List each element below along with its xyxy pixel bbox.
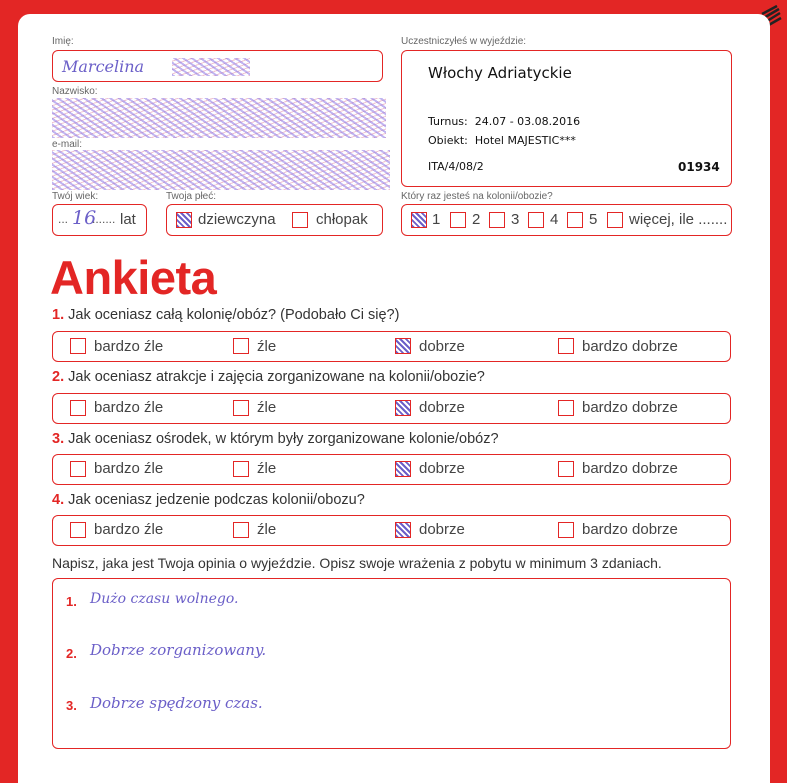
question-2-label: Jak oceniasz atrakcje i zajęcia zorganizowane na kolonii/obozie? — [68, 369, 485, 385]
question-1-text — [52, 307, 399, 323]
question-3-text — [52, 431, 499, 447]
nazwisko-redacted — [52, 98, 386, 138]
q1-option-bardzo-zle: bardzo źle — [94, 338, 164, 355]
q3-checkbox-zle[interactable] — [233, 461, 249, 477]
plec-option-dziewczyna: dziewczyna — [198, 211, 276, 228]
ktory-raz-checkbox-3[interactable] — [489, 212, 505, 228]
trip-turnus: Turnus: 24.07 - 03.08.2016 — [428, 115, 581, 128]
q1-checkbox-dobrze[interactable] — [395, 338, 411, 354]
trip-code: ITA/4/08/2 — [428, 160, 484, 173]
email-label: e-mail: — [52, 139, 83, 150]
q1-checkbox-bardzo-zle[interactable] — [70, 338, 86, 354]
q4-checkbox-zle[interactable] — [233, 522, 249, 538]
q2-option-dobrze: dobrze — [419, 399, 465, 416]
q2-option-zle: źle — [257, 399, 277, 416]
q1-option-zle: źle — [257, 338, 277, 355]
q2-option-bardzo-zle: bardzo źle — [94, 399, 164, 416]
page-title: Ankieta — [50, 251, 217, 304]
ktory-raz-option-5: 5 — [589, 211, 598, 228]
ktory-raz-option-wiecej: więcej, ile ....... — [629, 211, 728, 228]
uczestnictwo-label: Uczestniczyłeś w wyjeździe: — [401, 36, 527, 47]
q1-option-dobrze: dobrze — [419, 338, 465, 355]
q4-option-bardzo-dobrze: bardzo dobrze — [582, 521, 678, 538]
ktory-raz-checkbox-4[interactable] — [528, 212, 544, 228]
ktory-raz-checkbox-2[interactable] — [450, 212, 466, 228]
ktory-raz-label: Który raz jesteś na kolonii/obozie? — [401, 191, 553, 202]
q4-option-bardzo-zle: bardzo źle — [94, 521, 164, 538]
q3-option-bardzo-zle: bardzo źle — [94, 460, 164, 477]
question-1-number: 1. — [52, 307, 65, 323]
question-2-text — [52, 369, 485, 385]
wiek-dots-right: ....... — [92, 212, 116, 226]
q4-option-zle: źle — [257, 521, 277, 538]
q3-option-dobrze: dobrze — [419, 460, 465, 477]
trip-name: Włochy Adriatyckie — [428, 64, 572, 82]
wiek-value: 16 — [72, 207, 97, 229]
question-4-label: Jak oceniasz jedzenie podczas kolonii/obozu? — [68, 492, 365, 508]
q3-option-bardzo-dobrze: bardzo dobrze — [582, 460, 678, 477]
ktory-raz-option-3: 3 — [511, 211, 520, 228]
question-4-text — [52, 492, 365, 508]
q2-checkbox-dobrze[interactable] — [395, 400, 411, 416]
q4-checkbox-dobrze[interactable] — [395, 522, 411, 538]
plec-option-chlopak: chłopak — [316, 211, 368, 228]
q3-checkbox-bardzo-dobrze[interactable] — [558, 461, 574, 477]
q1-checkbox-bardzo-dobrze[interactable] — [558, 338, 574, 354]
ktory-raz-option-2: 2 — [472, 211, 481, 228]
opinion-1-text: Dużo czasu wolnego. — [90, 591, 239, 607]
question-2-number: 2. — [52, 369, 65, 385]
opinion-prompt: Napisz, jaka jest Twoja opinia o wyjeździe. Opisz swoje wrażenia z pobytu w minimum 3 zdaniach. — [52, 555, 662, 571]
nazwisko-label: Nazwisko: — [52, 86, 98, 97]
opinion-2-number: 2. — [66, 646, 77, 661]
plec-label: Twoja płeć: — [166, 191, 217, 202]
question-3-number: 3. — [52, 431, 65, 447]
opinion-3-number: 3. — [66, 698, 77, 713]
q4-option-dobrze: dobrze — [419, 521, 465, 538]
question-3-label: Jak oceniasz ośrodek, w którym były zorganizowane kolonie/obóz? — [68, 431, 499, 447]
opinion-3-text: Dobrze spędzony czas. — [90, 694, 263, 712]
ktory-raz-checkbox-1[interactable] — [411, 212, 427, 228]
trip-number: 01934 — [678, 160, 720, 174]
q4-checkbox-bardzo-zle[interactable] — [70, 522, 86, 538]
ktory-raz-checkbox-5[interactable] — [567, 212, 583, 228]
wiek-unit: lat — [120, 211, 136, 228]
q3-option-zle: źle — [257, 460, 277, 477]
q2-checkbox-bardzo-zle[interactable] — [70, 400, 86, 416]
q4-checkbox-bardzo-dobrze[interactable] — [558, 522, 574, 538]
question-1-label: Jak oceniasz całą kolonię/obóz? (Podobało Ci się?) — [68, 307, 400, 323]
q3-checkbox-bardzo-zle[interactable] — [70, 461, 86, 477]
plec-checkbox-dziewczyna[interactable] — [176, 212, 192, 228]
question-4-number: 4. — [52, 492, 65, 508]
q2-checkbox-zle[interactable] — [233, 400, 249, 416]
ktory-raz-option-4: 4 — [550, 211, 559, 228]
ktory-raz-checkbox-wiecej[interactable] — [607, 212, 623, 228]
trip-obiekt: Obiekt: Hotel MAJESTIC*** — [428, 134, 576, 147]
email-redacted — [52, 150, 390, 190]
q2-checkbox-bardzo-dobrze[interactable] — [558, 400, 574, 416]
opinion-2-text: Dobrze zorganizowany. — [90, 641, 267, 659]
q3-checkbox-dobrze[interactable] — [395, 461, 411, 477]
opinion-1-number: 1. — [66, 594, 77, 609]
q1-option-bardzo-dobrze: bardzo dobrze — [582, 338, 678, 355]
redacted-surname-scribble — [172, 58, 250, 76]
imie-label: Imię: — [52, 36, 74, 47]
ktory-raz-option-1: 1 — [432, 211, 441, 228]
q1-checkbox-zle[interactable] — [233, 338, 249, 354]
q2-option-bardzo-dobrze: bardzo dobrze — [582, 399, 678, 416]
plec-checkbox-chlopak[interactable] — [292, 212, 308, 228]
wiek-dots-left: ... — [58, 212, 69, 226]
wiek-label: Twój wiek: — [52, 191, 99, 202]
imie-value: Marcelina — [62, 57, 145, 76]
